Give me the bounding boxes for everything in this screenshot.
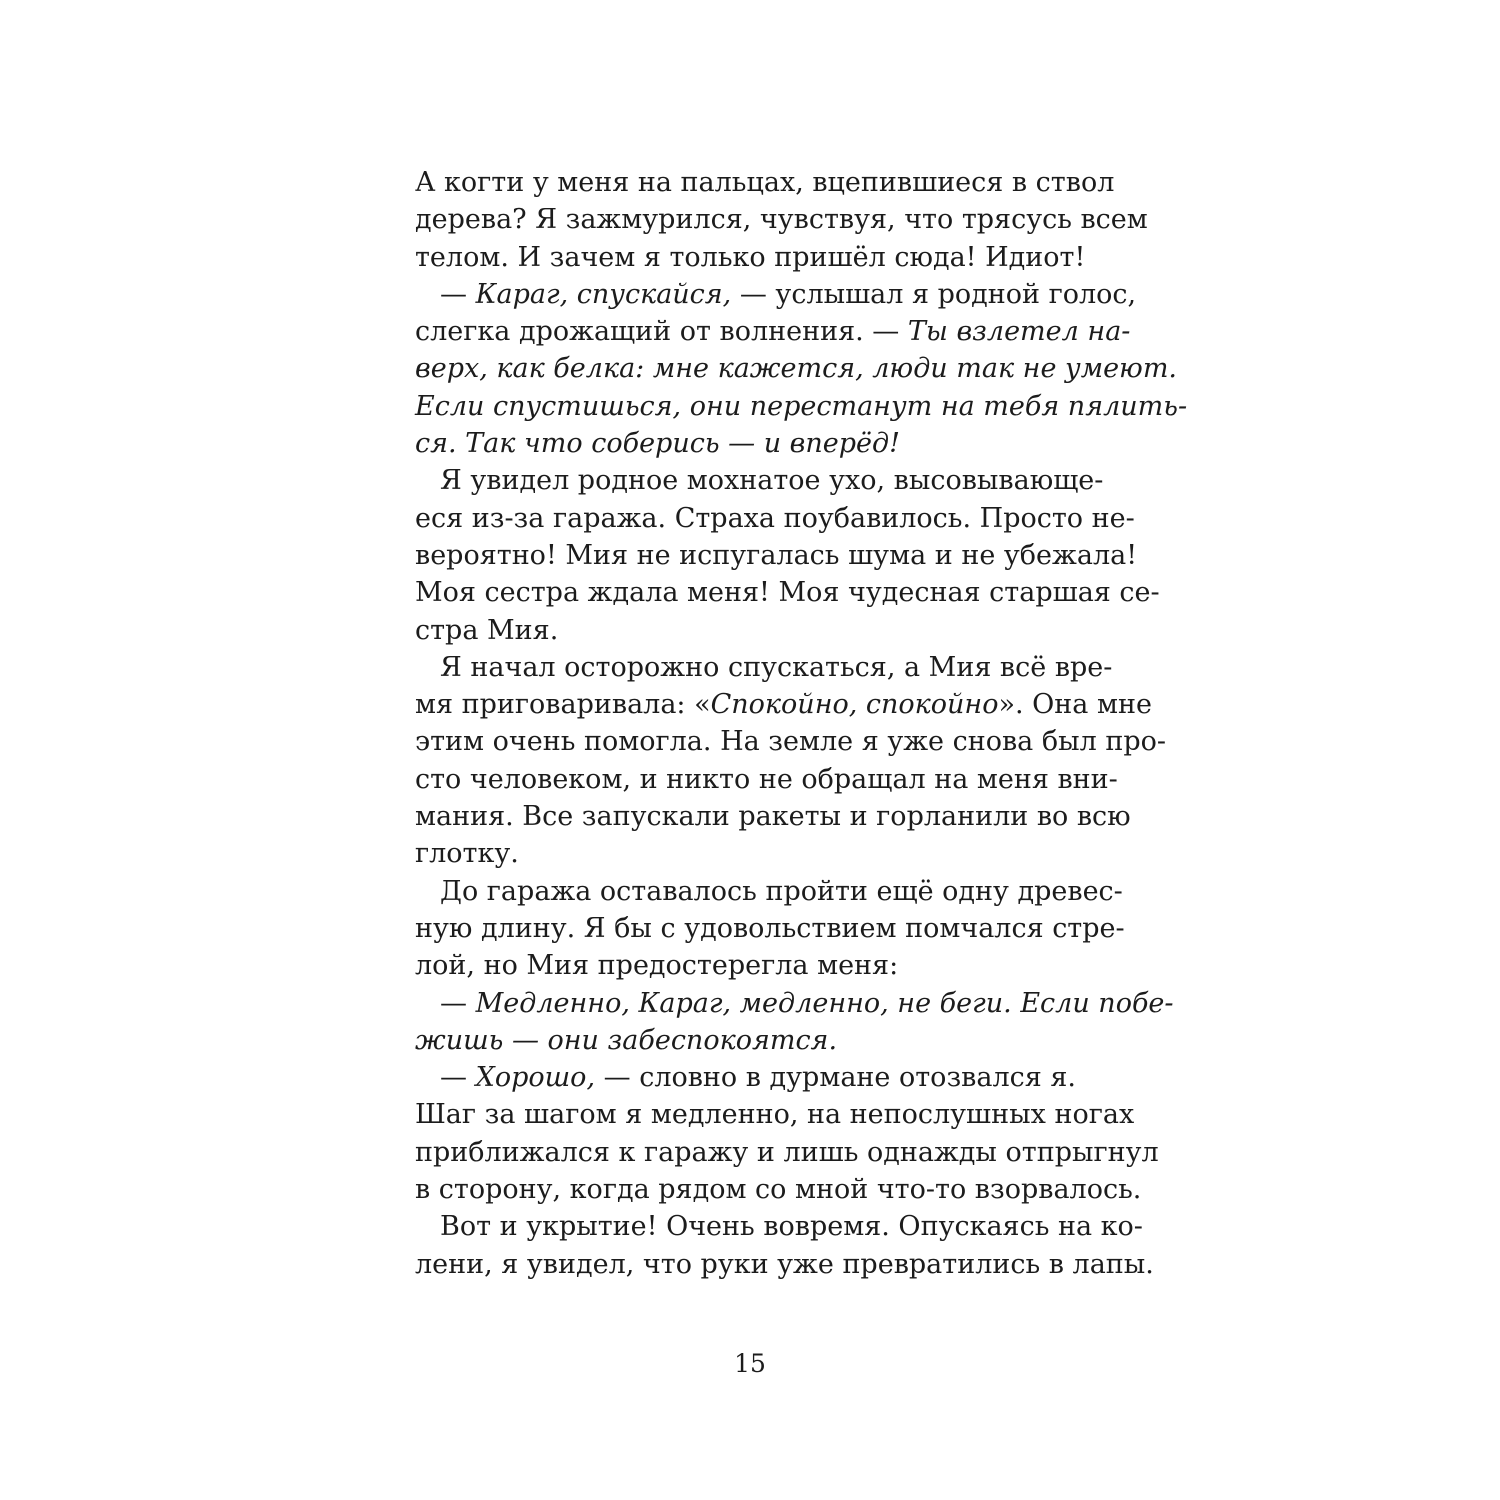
text-line-7 <box>415 388 1188 425</box>
text-run: ». Она мне <box>998 689 1152 721</box>
text-line-13 <box>415 612 1045 649</box>
italic-run: Спокойно, спокойно <box>710 689 999 721</box>
text-run: Я начал осторожно спускаться, а Мия всё вре- <box>440 651 1113 683</box>
text-line-3 <box>415 239 1086 276</box>
text-run: Шаг за шагом я медленно, на непослушных ногах <box>415 1099 1135 1131</box>
book-page-text <box>415 164 1188 1283</box>
text-line-8 <box>415 425 1045 462</box>
text-line-20 <box>415 873 1123 910</box>
text-line-27 <box>415 1134 1159 1171</box>
text-line-17 <box>415 761 1118 798</box>
text-line-16 <box>415 723 1167 760</box>
text-run: — <box>440 987 476 1019</box>
text-run: еся из-за гаража. Страха поубавилось. Просто не- <box>415 502 1135 534</box>
text-line-24 <box>415 1022 1045 1059</box>
text-line-11 <box>415 537 1138 574</box>
text-line-2 <box>415 201 1148 238</box>
text-run: глотку. <box>415 838 519 870</box>
text-run: Я увидел родное мохнатое ухо, высовывающе- <box>440 465 1104 497</box>
text-line-18 <box>415 798 1131 835</box>
italic-run: ся. Так что соберись — и вперёд! <box>415 428 900 460</box>
text-run: ную длину. Я бы с удовольствием помчался стре- <box>415 912 1125 944</box>
text-run: слегка дрожащий от волнения. — <box>415 316 908 348</box>
italic-run: Медленно, Караг, медленно, не беги. Если побе- <box>475 987 1174 1019</box>
italic-run: Караг, спускайся, <box>475 278 732 310</box>
text-run: в сторону, когда рядом со мной что-то взорвалось. <box>415 1174 1142 1206</box>
text-line-10 <box>415 500 1135 537</box>
text-run: А когти у меня на пальцах, вцепившиеся в ствол <box>415 167 1115 198</box>
text-line-21 <box>415 910 1125 947</box>
text-run: лой, но Мия предостерегла меня: <box>415 950 899 982</box>
text-line-5 <box>415 313 1131 350</box>
text-line-30 <box>415 1246 1154 1283</box>
italic-run: Хорошо, <box>475 1062 596 1094</box>
text-run: мания. Все запускали ракеты и горланили во всю <box>415 801 1131 833</box>
text-run: — <box>440 278 476 310</box>
italic-run: Если спустишься, они перестанут на тебя пялить- <box>415 390 1188 422</box>
text-run: лени, я увидел, что руки уже превратились в лапы. <box>415 1248 1154 1280</box>
italic-run: Ты взлетел на- <box>907 316 1131 348</box>
text-run: приближался к гаражу и лишь однажды отпрыгнул <box>415 1136 1159 1168</box>
text-line-25 <box>415 1059 1076 1096</box>
text-line-4 <box>415 276 1137 313</box>
text-line-29 <box>415 1208 1143 1245</box>
text-line-14 <box>415 649 1113 686</box>
text-run: сто человеком, и никто не обращал на меня вни- <box>415 763 1118 795</box>
text-run: этим очень помогла. На земле я уже снова был про- <box>415 726 1167 758</box>
text-line-6 <box>415 350 1178 387</box>
text-run: дерева? Я зажмурился, чувствуя, что трясусь всем <box>415 204 1148 236</box>
text-run: телом. И зачем я только пришёл сюда! Идиот! <box>415 241 1086 273</box>
text-line-19 <box>415 835 1045 872</box>
text-line-23 <box>415 985 1174 1022</box>
text-run: мя приговаривала: « <box>415 689 711 721</box>
text-line-9 <box>415 462 1104 499</box>
text-line-22 <box>415 947 1045 984</box>
text-run: До гаража оставалось пройти ещё одну древес- <box>440 875 1123 907</box>
text-line-28 <box>415 1171 1142 1208</box>
text-line-12 <box>415 574 1160 611</box>
italic-run: жишь — они забеспокоятся. <box>415 1024 838 1056</box>
text-line-15 <box>415 686 1152 723</box>
text-run: Моя сестра ждала меня! Моя чудесная старшая се- <box>415 577 1160 609</box>
text-run: вероятно! Мия не испугалась шума и не убежала! <box>415 539 1138 571</box>
text-run: Вот и укрытие! Очень вовремя. Опускаясь на ко- <box>440 1211 1143 1243</box>
text-line-26 <box>415 1096 1135 1133</box>
italic-run: верх, как белка: мне кажется, люди так не умеют. <box>415 353 1178 385</box>
page-number: 15 <box>734 1349 766 1378</box>
text-run: стра Мия. <box>415 614 559 646</box>
text-run: — услышал я родной голос, <box>731 278 1137 310</box>
text-line-1 <box>415 164 1115 201</box>
text-run: — <box>440 1062 476 1094</box>
text-run: — словно в дурмане отозвался я. <box>595 1062 1076 1094</box>
